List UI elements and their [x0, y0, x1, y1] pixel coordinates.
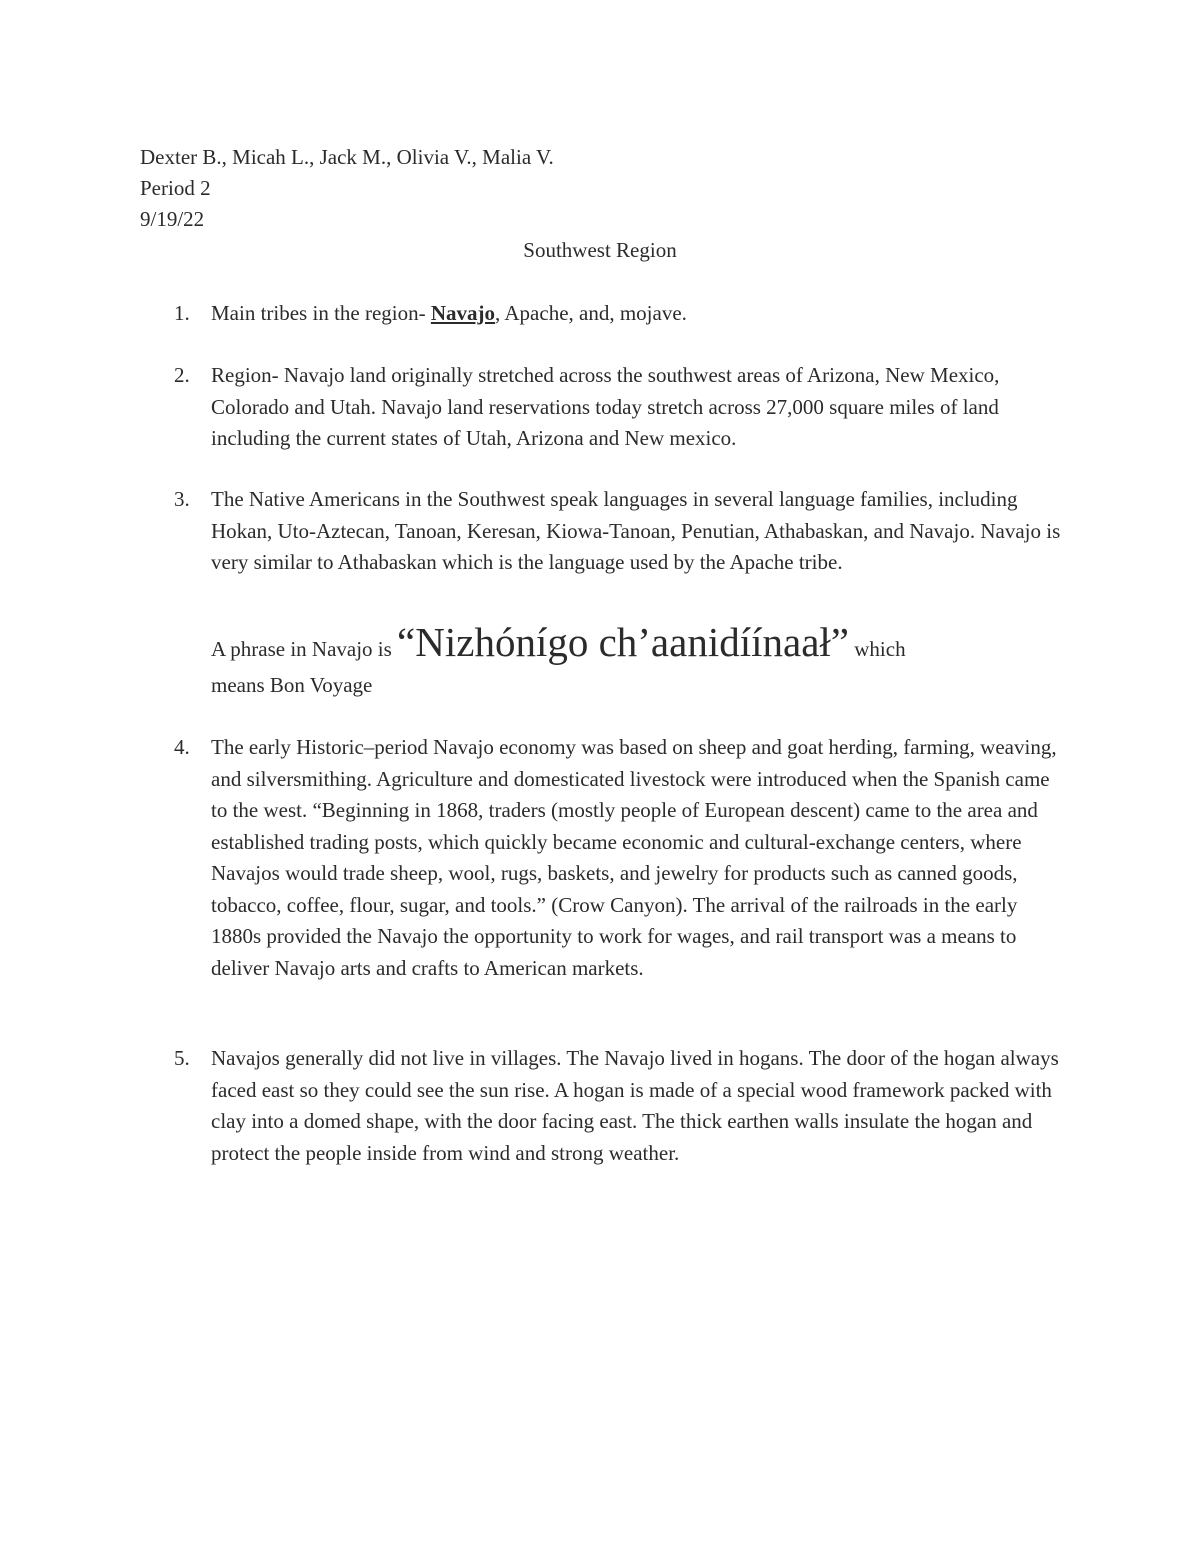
list-number: 2.: [174, 363, 190, 387]
phrase-after: which: [849, 637, 906, 661]
document-date: 9/19/22: [140, 207, 205, 231]
tribes-suffix: , Apache, and, mojave.: [495, 301, 687, 325]
list-text: The Native Americans in the Southwest speak languages in several language families, including Hokan, Uto-Aztecan, Tanoan, Keresan, Kiowa-Tanoan, Penutian, Athabaskan, and Navajo. Navajo is very similar to Athabaskan which is the language used by the Apache tribe.: [211, 487, 1061, 574]
list-text: Region- Navajo land originally stretched across the southwest areas of Arizona, New Mexico, Colorado and Utah. Navajo land reservations today stretch across 27,000 square miles of land including the current states of Utah, Arizona and New mexico.: [211, 363, 1000, 450]
phrase-intro: A phrase in Navajo is: [211, 637, 398, 661]
list-number: 1.: [174, 301, 190, 325]
phrase-meaning: means Bon Voyage: [211, 673, 373, 697]
author-names: Dexter B., Micah L., Jack M., Olivia V., Malia V.: [140, 145, 554, 169]
list-number: 4.: [174, 735, 190, 759]
list-number: 3.: [174, 487, 190, 511]
tribe-navajo-highlight: Navajo: [430, 301, 496, 325]
tribes-prefix: Main tribes in the region-: [211, 301, 431, 325]
list-number: 5.: [174, 1046, 190, 1070]
document-title: Southwest Region: [523, 238, 677, 262]
class-period: Period 2: [140, 176, 211, 200]
list-text: Navajos generally did not live in villages. The Navajo lived in hogans. The door of the hogan always faced east so they could see the sun rise. A hogan is made of a special wood framework packed with clay into a domed shape, with the door facing east. The thick earthen walls insulate the hogan and protect the people inside from wind and strong weather.: [211, 1046, 1059, 1165]
list-text: The early Historic–period Navajo economy was based on sheep and goat herding, farming, weaving, and silversmithing. Agriculture and domesticated livestock were introduced when the Spanish came to the west. “Beginning in 1868, traders (mostly people of European descent) came to the area and established trading posts, which quickly became economic and cultural-exchange centers, where Navajos would trade sheep, wool, rugs, baskets, and jewelry for products such as canned goods, tobacco, coffee, flour, sugar, and tools.” (Crow Canyon). The arrival of the railroads in the early 1880s provided the Navajo the opportunity to work for wages, and rail transport was a means to deliver Navajo arts and crafts to American markets.: [211, 735, 1057, 980]
navajo-phrase-line: [211, 616, 1061, 675]
navajo-phrase: “Nizhónígo ch’aanidíínaał”: [397, 619, 849, 665]
list-text: [211, 298, 1061, 330]
